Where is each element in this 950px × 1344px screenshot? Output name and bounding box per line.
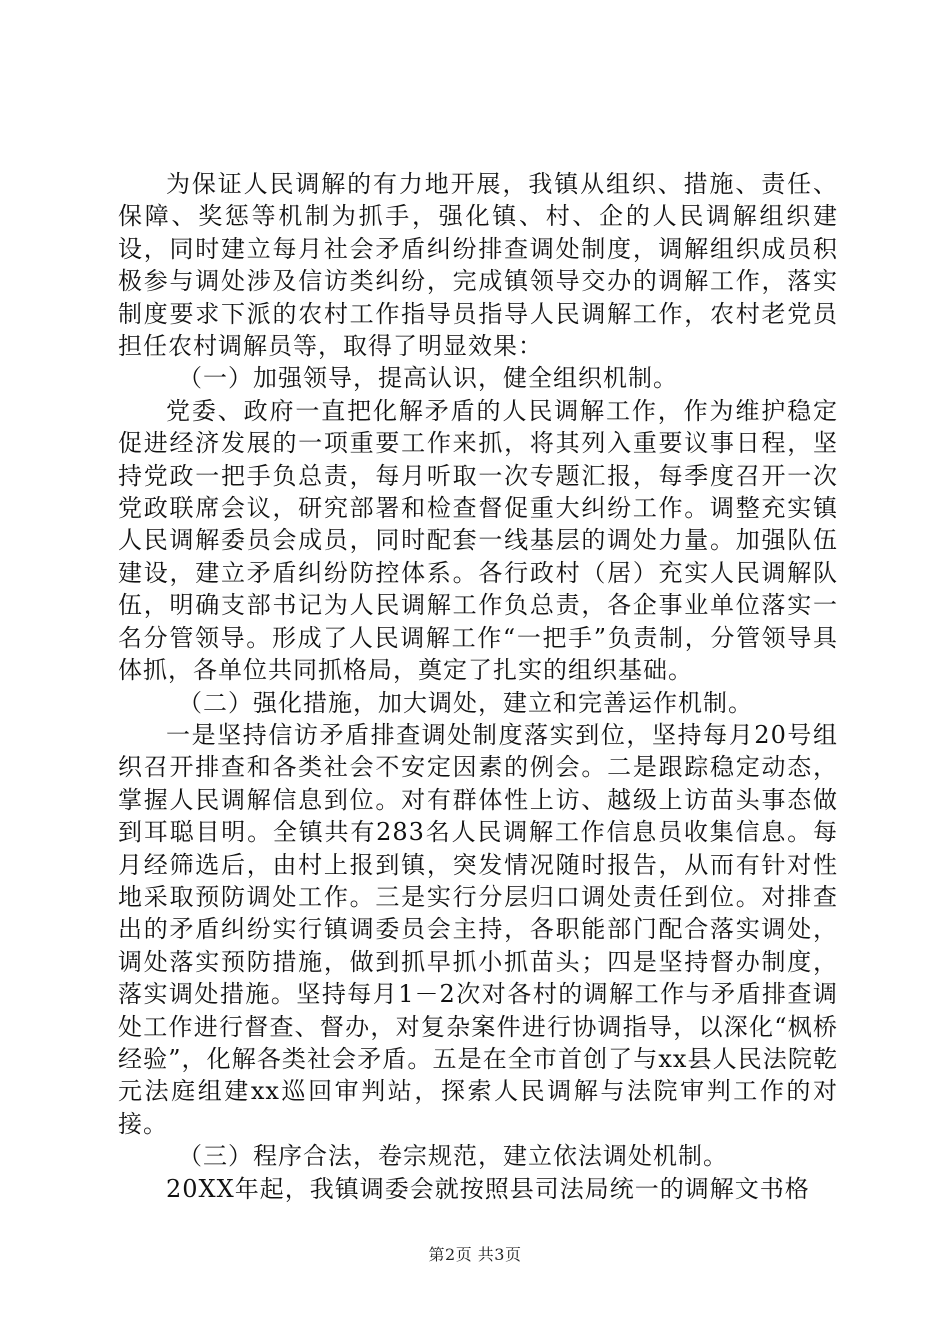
document-body — [118, 168, 838, 1205]
section-heading-1: （一）加强领导，提高认识，健全组织机制。 — [178, 364, 678, 393]
section-heading-2: （二）强化措施，加大调处，建立和完善运作机制。 — [178, 688, 753, 717]
intro-paragraph: 为保证人民调解的有力地开展，我镇从组织、措施、责任、保障、奖惩等机制为抓手，强化镇、村、企的人民调解组织建设，同时建立每月社会矛盾纠纷排查调处制度，调解组织成员积极参与调处涉及信访类纠纷，完成镇领导交办的调解工作，落实制度要求下派的农村工作指导员指导人民调解工作，农村老党员担任农村调解员等，取得了明显效果： — [118, 170, 838, 361]
page-number-footer: 第2页 共3页 — [428, 1245, 522, 1264]
section-3-paragraph: 20XX年起，我镇调委会就按照县司法局统一的调解文书格 — [166, 1174, 810, 1203]
section-1-paragraph: 党委、政府一直把化解矛盾的人民调解工作，作为维护稳定促进经济发展的一项重要工作来抓，将其列入重要议事日程，坚持党政一把手负总责，每月听取一次专题汇报，每季度召开一次党政联席会议，研究部署和检查督促重大纠纷工作。调整充实镇人民调解委员会成员，同时配套一线基层的调处力量。加强队伍建设，建立矛盾纠纷防控体系。各行政村（居）充实人民调解队伍，明确支部书记为人民调解工作负总责，各企事业单位落实一名分管领导。形成了人民调解工作“一把手”负责制，分管领导具体抓，各单位共同抓格局，奠定了扎实的组织基础。 — [118, 396, 838, 685]
section-2-paragraph: 一是坚持信访矛盾排查调处制度落实到位，坚持每月20号组织召开排查和各类社会不安定因素的例会。二是跟踪稳定动态，掌握人民调解信息到位。对有群体性上访、越级上访苗头事态做到耳聪目明。全镇共有283名人民调解工作信息员收集信息。每月经筛选后，由村上报到镇，突发情况随时报告，从而有针对性地采取预防调处工作。三是实行分层归口调处责任到位。对排查出的矛盾纠纷实行镇调委员会主持，各职能部门配合落实调处，调处落实预防措施，做到抓早抓小抓苗头；四是坚持督办制度，落实调处措施。坚持每月1－2次对各村的调解工作与矛盾排查调处工作进行督查、督办，对复杂案件进行协调指导，以深化“枫桥经验”，化解各类社会矛盾。五是在全市首创了与xx县人民法院乾元法庭组建xx巡回审判站，探索人民调解与法院审判工作的对接。 — [118, 720, 838, 1138]
section-heading-3: （三）程序合法，卷宗规范，建立依法调处机制。 — [178, 1142, 728, 1171]
